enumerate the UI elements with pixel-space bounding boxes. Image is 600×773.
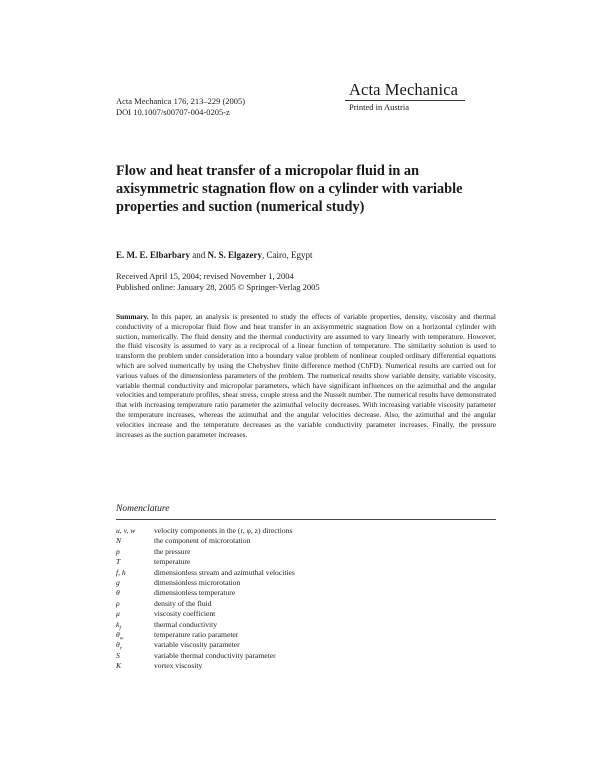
nomenclature-row (116, 640, 496, 650)
nomenclature-row (116, 568, 496, 578)
nomenclature-row (116, 651, 496, 661)
nomenclature-definition: dimensionless stream and azimuthal velocities (154, 567, 295, 577)
printed-in: Printed in Austria (349, 102, 409, 112)
nomenclature-symbol: μ (116, 609, 120, 619)
paper-title: Flow and heat transfer of a micropolar fluid in an axisymmetric stagnation flow on a cylinder with variable properties and suction (numerical study) (116, 163, 463, 215)
published-date: Published online: January 28, 2005 © Springer-Verlag 2005 (116, 282, 320, 292)
brand-rule (345, 100, 465, 101)
nomenclature-definition: vortex viscosity (154, 661, 203, 671)
author-2: N. S. Elgazery (207, 250, 263, 260)
summary-paragraph (116, 312, 496, 439)
nomenclature-definition: velocity components in the (r, φ, z) directions (154, 526, 293, 535)
nomenclature-symbol: S (116, 650, 120, 660)
nomenclature-definition: dimensionless temperature (154, 588, 236, 598)
nomenclature-heading: Nomenclature (116, 504, 170, 514)
nomenclature-row (116, 620, 496, 630)
nomenclature-definition: the pressure (154, 546, 191, 556)
nomenclature-definition: density of the fluid (154, 598, 212, 608)
nomenclature-rule (116, 519, 496, 520)
nomenclature-definition: dimensionless microrotation (154, 577, 241, 587)
summary-label: Summary. (116, 312, 149, 321)
nomenclature-row (116, 547, 496, 557)
nomenclature-row (116, 578, 496, 588)
nomenclature-symbol: f, h (116, 567, 126, 577)
nomenclature-row (116, 557, 496, 567)
nomenclature-symbol: g (116, 577, 120, 587)
nomenclature-symbol: p (116, 546, 120, 556)
nomenclature-row (116, 526, 496, 536)
nomenclature-definition: temperature ratio parameter (154, 629, 239, 639)
nomenclature-symbol: $\theta_w$ (116, 629, 124, 642)
nomenclature-row (116, 599, 496, 609)
nomenclature-definition: variable viscosity parameter (154, 640, 240, 650)
nomenclature-symbol: N (116, 536, 122, 546)
nomenclature-row (116, 536, 496, 546)
nomenclature-symbol: $\theta_r$ (116, 640, 122, 652)
citation-doi: DOI 10.1007/s00707-004-0205-z (116, 107, 230, 117)
nomenclature-definition: temperature (154, 557, 191, 567)
summary-text: In this paper, an analysis is presented to study the effects of variable properties, density, viscosity and thermal conductivity of a micropolar fluid flow and heat transfer in an axisymmetric stagnation flow on a horizontal cylinder with suction, numerically. The fluid density and the thermal conductivity are assumed to vary linearly with temperature. However, the fluid viscosity is assumed to vary as a reciprocal of a linear function of temperature. The similarity solution is used to transform the problem under consideration into a boundary value problem of nonlinear coupled ordinary differential equations which are solved numerically by using the Chebyshev finite difference method (ChFD). Numerical results are carried out for various values of the dimensionless parameters of the problem. The numerical results show variable density, variable viscosity, variable thermal conductivity and micropolar parameters, which have significant influences on the azimuthal and the angular velocities and temperature profiles, shear stress, couple stress and the Nusselt number. The numerical results have demonstrated that with increasing temperature ratio parameter the azimuthal velocity decreases. With increasing variable viscosity parameter the temperature increases, whereas the azimuthal and the angular velocities decrease. Also, the azimuthal and the angular velocities increase and the temperature decreases as the variable conductivity parameter increases. Finally, the pressure increases as the suction parameter increases. (116, 312, 496, 439)
nomenclature-row (116, 630, 496, 640)
citation-volume: Acta Mechanica 176, 213–229 (2005) (116, 96, 246, 106)
authors (116, 250, 313, 260)
nomenclature-row (116, 588, 496, 598)
citation (116, 96, 245, 118)
author-joiner: and (190, 250, 208, 260)
nomenclature-list (116, 526, 496, 671)
affiliation: , Cairo, Egypt (262, 250, 313, 260)
nomenclature-symbol: K (116, 661, 122, 671)
received-date: Received April 15, 2004; revised November 1, 2004 (116, 271, 294, 281)
author-1: E. M. E. Elbarbary (116, 250, 191, 260)
dates (116, 271, 320, 293)
journal-brand: Acta Mechanica (349, 80, 459, 99)
nomenclature-symbol: T (116, 557, 121, 567)
nomenclature-definition: thermal conductivity (154, 619, 218, 629)
nomenclature-definition: viscosity coefficient (154, 609, 216, 619)
nomenclature-definition: variable thermal conductivity parameter (154, 650, 276, 660)
nomenclature-definition: the component of microrotation (154, 536, 251, 546)
nomenclature-symbol: ρ (116, 598, 120, 608)
nomenclature-row (116, 661, 496, 671)
nomenclature-symbol: u, v, w (116, 526, 136, 535)
nomenclature-symbol: θ (116, 588, 120, 598)
nomenclature-row (116, 609, 496, 619)
nomenclature-symbol: $k_f$ (116, 619, 121, 632)
